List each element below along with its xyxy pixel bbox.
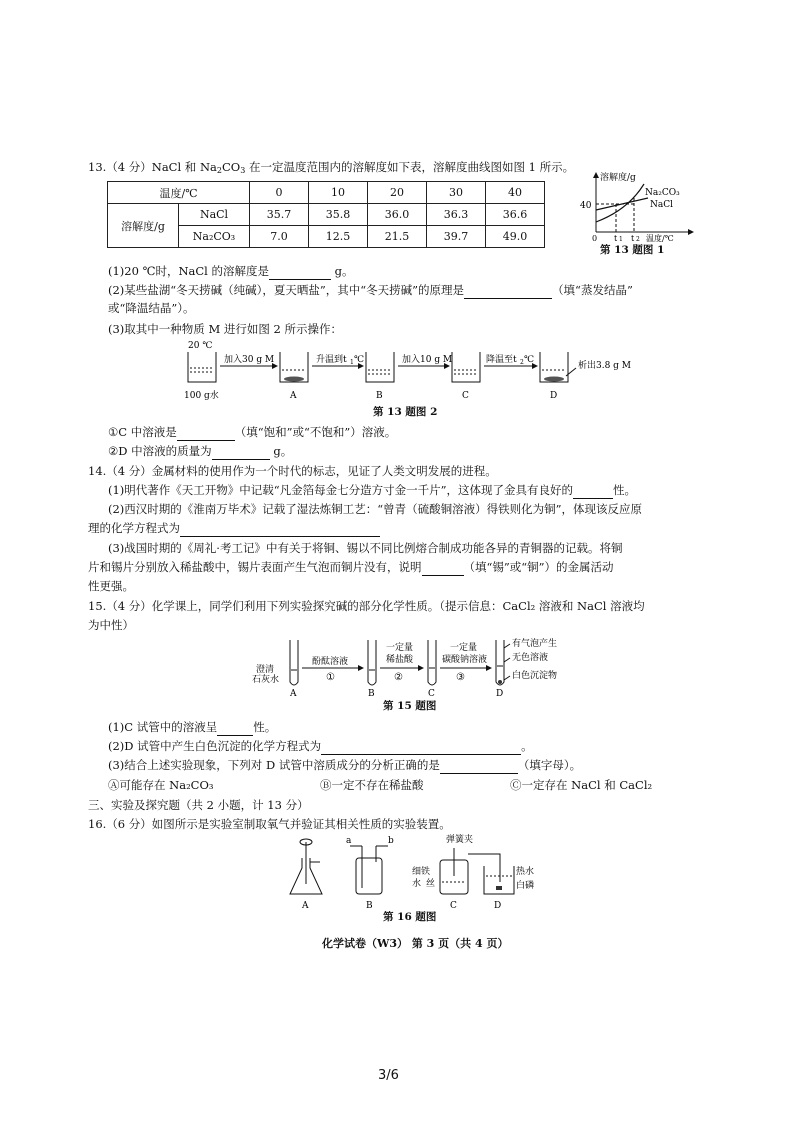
q14-part2: (2)西汉时期的《淮南万毕术》记载了湿法炼铜工艺：“曾青（硫酸铜溶液）得铁则化为铜”，体现该反应原 (108, 502, 643, 516)
tube-a (290, 640, 298, 685)
temp-20: 20 (368, 182, 427, 204)
fig15-n1: ① (326, 672, 335, 683)
q13-sub1: ①C 中溶液是 （填“饱和”或“不饱和”）溶液。 (108, 425, 397, 439)
graph-legend-na2co3: Na₂CO₃ (645, 188, 680, 198)
q15-part3: (3)结合上述实验现象，下列对 D 试管中溶质成分的分析正确的是 （填字母）。 (108, 758, 582, 772)
fig15-result-1: 有气泡产生 (512, 639, 558, 649)
solubility-curve-graph (578, 170, 698, 242)
page-footer: 化学试卷（W3） 第 3 页（共 4 页） (322, 937, 509, 950)
tube-b (368, 640, 376, 685)
fig15-label-a: A (290, 689, 297, 698)
row-nacl: NaCl (179, 204, 250, 226)
fig2-op1: 加入30 g M (224, 355, 275, 365)
fig2-label-b: B (376, 391, 383, 401)
fig16-water: 水 (412, 879, 422, 889)
fig15-op1: 酚酞溶液 (312, 657, 349, 667)
fig15-op2b: 稀盐酸 (386, 655, 414, 665)
fig15-op3a: 一定量 (450, 643, 478, 653)
apparatus-d (484, 866, 514, 894)
graph-xlabel: 温度/℃ (646, 234, 674, 242)
temp-0: 0 (250, 182, 309, 204)
fig2-label-d: D (550, 391, 558, 401)
fig16-caption: 第 16 题图 (383, 911, 437, 923)
fig16-wire-1: 细铁 (412, 867, 431, 877)
graph-ylabel: 溶解度/g (600, 173, 636, 183)
fig16-wire-2: 丝 (426, 879, 436, 889)
fig2-water: 100 g水 (184, 391, 219, 401)
q14-part3-cont: 片和锡片分别放入稀盐酸中，锡片表面产生气泡而铜片没有，说明 （填“锡”或“铜”）的金属活动 (88, 560, 614, 574)
q15-stem-cont: 为中性） (88, 618, 134, 632)
q13-sub2: ②D 中溶液的质量为 g。 (108, 444, 293, 458)
q13-part3: (3)取其中一种物质 M 进行如图 2 所示操作： (108, 322, 343, 336)
fig2-temp20: 20 ℃ (188, 341, 213, 351)
temp-40: 40 (486, 182, 545, 204)
q15-option-a: Ⓐ可能存在 Na₂CO₃ (108, 778, 214, 792)
q14-part2-cont: 理的化学方程式为 (88, 519, 380, 537)
apparatus-a (290, 839, 322, 894)
cell: 35.8 (309, 204, 368, 226)
q15-option-c: Ⓒ一定存在 NaCl 和 CaCl₂ (510, 778, 653, 792)
fig15-label-c: C (428, 689, 435, 698)
q15-part2: (2)D 试管中产生白色沉淀的化学方程式为 。 (108, 739, 533, 753)
fig16-white-phosphorus: 白磷 (516, 881, 535, 891)
q13-part2-cont: 或“降温结晶”）。 (108, 301, 195, 315)
q15-part1: (1)C 试管中的溶液呈 性。 (108, 720, 277, 734)
fig2-op3: 加入10 g M (402, 355, 453, 365)
pager: 3/6 (378, 1068, 399, 1083)
q13-part2: (2)某些盐湖“冬天捞碱（纯碱），夏天晒盐”，其中“冬天捞碱”的原理是 （填“蒸发结晶” (108, 283, 633, 297)
graph-origin: 0 (592, 234, 598, 242)
fig2-op4-unit: ℃ (524, 355, 535, 365)
q15-stem: 15.（4 分）化学课上，同学们利用下列实验探究碱的部分化学性质。（提示信息：CaCl₂ 溶液和 NaCl 溶液均 (88, 599, 645, 613)
fig15-result-2: 无色溶液 (512, 653, 549, 663)
beaker-d (540, 352, 576, 382)
graph-t2-sub: 2 (636, 236, 640, 242)
fig2-label-c: C (462, 391, 469, 401)
temp-30: 30 (427, 182, 486, 204)
cell: 36.3 (427, 204, 486, 226)
beaker-c (452, 352, 480, 382)
th-solubility: 溶解度/g (108, 204, 179, 248)
q15-option-b: Ⓑ一定不存在稀盐酸 (320, 778, 424, 792)
fig15-limewater-1: 澄清 (256, 665, 275, 675)
fig16-label-d: D (494, 901, 502, 910)
fig2-label-a: A (290, 391, 297, 401)
cell: 36.6 (486, 204, 545, 226)
fig15-test-tubes (250, 634, 570, 698)
apparatus-c (440, 848, 500, 894)
th-temp: 温度/℃ (108, 182, 250, 204)
cell: 35.7 (250, 204, 309, 226)
fig15-n3: ③ (456, 672, 465, 683)
cell: 7.0 (250, 226, 309, 248)
fig2-precip: 析出3.8 g M (578, 361, 632, 371)
cell: 12.5 (309, 226, 368, 248)
fig16-hot-water: 热水 (516, 867, 535, 877)
graph-y40: 40 (580, 201, 592, 211)
fig15-label-d: D (496, 689, 504, 698)
fig13-1-caption: 第 13 题图 1 (600, 244, 665, 256)
fig16-clip: 弹簧夹 (446, 835, 474, 845)
graph-t2: t (631, 234, 635, 242)
q13-stem: 13.（4 分）NaCl 和 $Na_2CO_3$ 在一定温度范围内的溶解度如下表，溶解度曲线图如图 1 所示。 (88, 160, 575, 175)
fig2-op4: 降温至t (486, 355, 517, 365)
fig2-op4-sub: 2 (520, 359, 524, 366)
graph-t1: t (614, 234, 618, 242)
beaker-a (280, 352, 308, 382)
q14-part1: (1)明代著作《天工开物》中记载“凡金箔每金七分造方寸金一千片”，这体现了金具有良好的 性。 (108, 483, 637, 497)
fig16-label-c: C (450, 901, 457, 910)
fig16-label-a-port: a (346, 836, 352, 846)
fig16-apparatus (280, 832, 540, 910)
fig15-op3b: 碳酸钠溶液 (442, 655, 488, 665)
beaker-b (366, 352, 394, 382)
cell: 21.5 (368, 226, 427, 248)
fig15-op2a: 一定量 (386, 643, 414, 653)
fig16-label-b-port: b (388, 836, 394, 846)
solubility-table (107, 181, 545, 248)
cell: 39.7 (427, 226, 486, 248)
fig15-n2: ② (394, 672, 403, 683)
graph-legend-nacl: NaCl (650, 200, 674, 210)
tube-d (496, 640, 504, 685)
beaker-water (188, 352, 216, 382)
fig16-label-a: A (302, 901, 309, 910)
graph-t1-sub: 1 (619, 236, 623, 242)
fig15-limewater-2: 石灰水 (252, 675, 280, 685)
q13-part1: (1)20 ℃时，NaCl 的溶解度是 g。 (108, 264, 354, 278)
fig2-op2-unit: ℃ (354, 355, 365, 365)
q14-part3-end: 性更强。 (88, 579, 134, 593)
fig2-op2-sub: 1 (350, 359, 354, 366)
fig13-2-caption: 第 13 题图 2 (373, 406, 438, 418)
q14-part3: (3)战国时期的《周礼·考工记》中有关于将铜、锡以不同比例熔合制成功能各异的青铜器的记载。将铜 (108, 541, 623, 555)
q16-stem: 16.（6 分）如图所示是实验室制取氧气并验证其相关性质的实验装置。 (88, 817, 451, 831)
tube-c (428, 640, 436, 685)
temp-10: 10 (309, 182, 368, 204)
apparatus-b (350, 846, 388, 894)
fig15-caption: 第 15 题图 (383, 700, 437, 712)
row-na2co3: Na₂CO₃ (179, 226, 250, 248)
fig13-2-beakers (180, 338, 640, 402)
section-3-heading: 三、实验及探究题（共 2 小题，计 13 分） (88, 798, 309, 812)
fig16-label-b: B (366, 901, 373, 910)
fig15-label-b: B (368, 689, 375, 698)
fig15-result-3: 白色沉淀物 (512, 671, 558, 681)
cell: 36.0 (368, 204, 427, 226)
q14-stem: 14.（4 分）金属材料的使用作为一个时代的标志，见证了人类文明发展的进程。 (88, 464, 497, 478)
cell: 49.0 (486, 226, 545, 248)
fig2-op2: 升温到t (316, 355, 347, 365)
